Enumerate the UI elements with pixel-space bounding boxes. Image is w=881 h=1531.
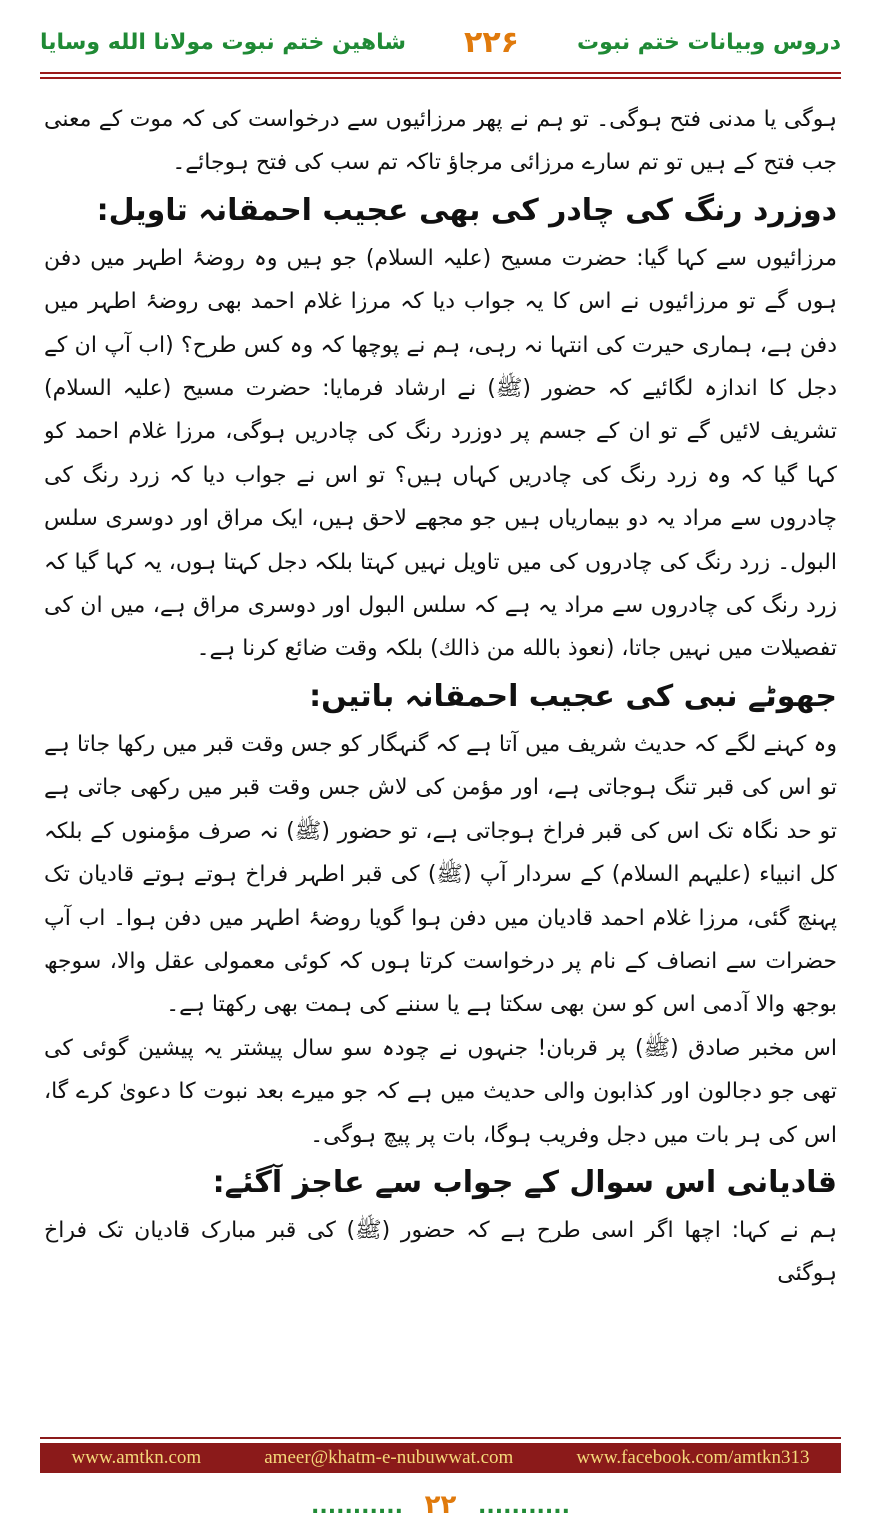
- facebook-link[interactable]: www.facebook.com/amtkn313: [576, 1447, 810, 1468]
- page-body: [44, 98, 837, 1428]
- book-title: دروس وبیانات ختم نبوت: [577, 29, 841, 55]
- paragraph-final: ہم نے کہا: اچھا اگر اسی طرح ہے کہ حضور (ﷺ) کی قبر مبارک قادیان تک فراخ ہوگئی: [44, 1217, 837, 1287]
- dots-right: ...........: [478, 1494, 570, 1519]
- website-link[interactable]: www.amtkn.com: [71, 1447, 202, 1468]
- heading-false-prophet: جھوٹے نبی کی عجیب احمقانہ باتیں:: [309, 678, 837, 714]
- heading-yellow-sheets: دوزرد رنگ کی چادر کی بھی عجیب احمقانہ تاویل:: [96, 192, 837, 228]
- author-title: شاهین ختم نبوت مولانا الله وسایا: [40, 29, 406, 55]
- page-number-footer: [0, 1490, 881, 1520]
- paragraph-intro: ہوگی یا مدنی فتح ہوگی۔ تو ہم نے پھر مرزائیوں سے درخواست کی کہ موت کے معنی جب فتح کے ہیں تو تم سارے مرزائی مرجاؤ تاکہ تم سب کی فتح ہوجائے۔: [44, 107, 837, 176]
- footer-links-bar: [40, 1443, 841, 1473]
- header-rule-top: [40, 72, 841, 74]
- paragraph-yellow-sheets: مرزائیوں سے کہا گیا: حضرت مسیح (علیہ السلام) جو ہیں وہ روضۂ اطہر میں دفن ہوں گے تو مرزائیوں نے اس کا یہ جواب دیا کہ مرزا غلام احمد بھی روضۂ اطہر میں دفن ہے، ہماری حیرت کی انتہا نہ رہی، ہم نے پوچھا کہ وہ کس طرح؟ (اب آپ ان کے دجل کا اندازہ لگائیے کہ حضور (ﷺ) نے ارشاد فرمایا: حضرت مسیح (علیہ السلام) تشریف لائیں گے تو ان کے جسم پر دوزرد رنگ کی چادریں ہوگی، مرزا غلام احمد کو کہا گیا کہ وہ زرد رنگ کی چادریں کہاں ہیں؟ تو اس نے جواب دیا کہ زرد رنگ کی چادروں سے مراد یہ دو بیماریاں ہیں جو مجھے لاحق ہیں، ایک مراق اور دوسری سلس البول۔ زرد رنگ کی چادروں کی میں تاویل نہیں کہتا بلکہ دجل کہتا ہوں، یہ کہا گیا کہ زرد رنگ کی چادروں سے مراد یہ ہے کہ سلس البول اور دوسری مراق ہے، میں ان کی تفصیلات میں نہیں جاتا، (نعوذ بالله من ذالك) بلکہ وقت ضائع کرنا ہے۔: [44, 245, 837, 662]
- paragraph-prophecy: اس مخبر صادق (ﷺ) پر قربان! جنہوں نے چودہ سو سال پیشتر یہ پیشین گوئی کی تھی جو دجالون اور کذابون والی حدیث میں ہے کہ جو میرے بعد نبوت کا دعویٰ کرے گا، اس کی ہر بات میں دجل وفریب ہوگا، بات پر پیچ ہوگی۔: [44, 1035, 837, 1148]
- header-page-number: ۲۲۶: [464, 24, 519, 60]
- email-link[interactable]: ameer@khatm-e-nubuwwat.com: [264, 1447, 514, 1468]
- paragraph-grave: وہ کہنے لگے کہ حدیث شریف میں آتا ہے کہ گنہگار کو جس وقت قبر میں رکھا جاتا ہے تو اس کی قبر تنگ ہوجاتی ہے، اور مؤمن کی لاش جس وقت قبر میں رکھی جاتی ہے تو حد نگاہ تک اس کی قبر فراخ ہوجاتی ہے، تو حضور (ﷺ) نہ صرف مؤمنوں کے بلکہ کل انبیاء (علیہم السلام) کے سردار آپ (ﷺ) کی قبر اطہر فراخ ہوتے ہوتے قادیان تک پہنچ گئی، مرزا غلام احمد قادیان میں دفن ہوا گویا روضۂ اطہر میں دفن ہوا۔ اب آپ حضرات سے انصاف کے نام پر درخواست کرتا ہوں کہ کوئی معمولی عقل والا، سوجھ بوجھ والا آدمی اس کو سن بھی سکتا ہے یا سننے کی ہمت بھی رکھتا ہے۔: [44, 731, 837, 1018]
- footer-rule: [40, 1437, 841, 1439]
- header-rule-bottom: [40, 77, 841, 79]
- heading-qadiani-unable: قادیانی اس سوال کے جواب سے عاجز آگئے:: [212, 1164, 837, 1200]
- page-header: [40, 20, 841, 64]
- page-number: ۲۲: [424, 1490, 457, 1520]
- dots-left: ...........: [311, 1494, 403, 1519]
